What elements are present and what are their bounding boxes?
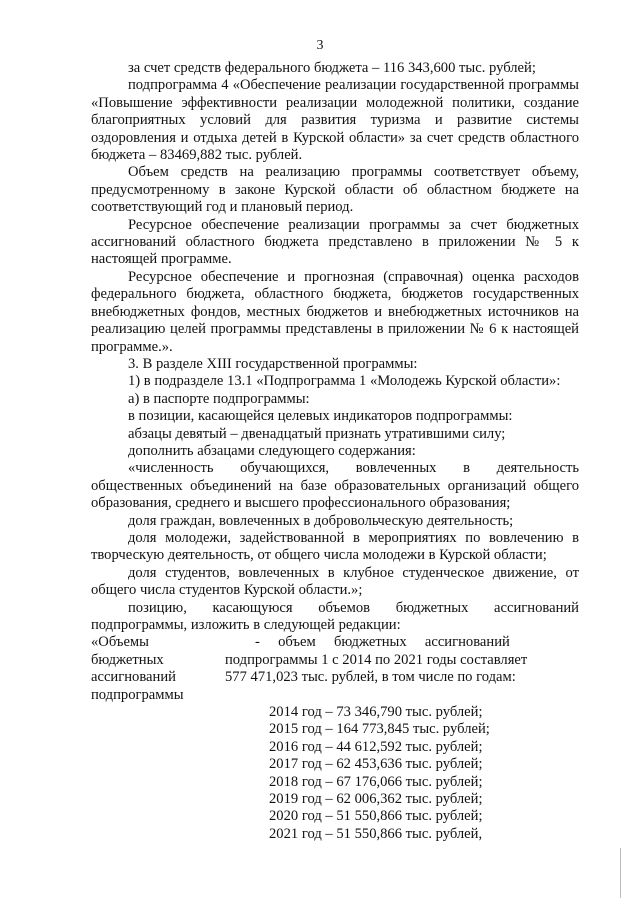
year-line: 2014 год – 73 346,790 тыс. рублей; — [269, 704, 483, 721]
paragraph: подпрограмма 4 «Обеспечение реализации государственной программы «Повышение эффективности реализации молодежной политики, создание благоприятных условий для развития туризма и развитие системы оздоровления и отдыха детей в Курской области» за счет средств областного бюджета – 83469,882 тыс. рублей. — [91, 77, 579, 164]
resources-label-line: «Объемы — [91, 634, 149, 651]
resources-label — [91, 634, 225, 704]
resources-label-line: ассигнований — [91, 669, 176, 686]
year-line: 2021 год – 51 550,866 тыс. рублей, — [269, 825, 483, 842]
paragraph: Ресурсное обеспечение и прогнозная (справочная) оценка расходов федерального бюджета, областного бюджета, бюджетов государственных внебюджетных фондов, местных бюджетов и внебюджетных источников на реализацию целей программы представлены в приложении № 6 к настоящей программе.». — [91, 268, 579, 355]
year-line: 2020 год – 51 550,866 тыс. рублей; — [269, 808, 483, 825]
paragraph: доля молодежи, задействованной в мероприятиях по вовлечению в творческую деятельность, от общего числа молодежи в Курской области; — [91, 529, 579, 564]
year-line: 2015 год – 164 773,845 тыс. рублей; — [269, 721, 490, 738]
paragraph: доля студентов, вовлеченных в клубное студенческое движение, от общего числа студентов Курской области.»; — [91, 564, 579, 599]
paragraph: 3. В разделе XIII государственной программы: — [128, 355, 418, 372]
paragraph: в позиции, касающейся целевых индикаторов подпрограммы: — [128, 408, 513, 425]
scan-edge-mark — [620, 848, 621, 898]
paragraph-list — [91, 60, 579, 634]
paragraph: а) в паспорте подпрограммы: — [128, 390, 310, 407]
resources-label-line: подпрограммы — [91, 686, 184, 703]
paragraph: Ресурсное обеспечение реализации программы за счет бюджетных ассигнований областного бюджета представлено в приложении № 5 к настоящей программе. — [91, 216, 579, 268]
document-body — [91, 60, 579, 843]
year-list — [269, 704, 579, 843]
year-line: 2019 год – 62 006,362 тыс. рублей; — [269, 791, 483, 808]
resources-row — [91, 634, 579, 704]
resources-text-line: подпрограммы 1 с 2014 по 2021 годы составляет — [225, 651, 528, 668]
resources-block — [91, 634, 579, 843]
page-number: 3 — [316, 38, 324, 53]
paragraph: 1) в подразделе 13.1 «Подпрограмма 1 «Молодежь Курской области»: — [128, 373, 561, 390]
year-line: 2017 год – 62 453,636 тыс. рублей; — [269, 756, 483, 773]
paragraph: абзацы девятый – двенадцатый признать утратившими силу; — [128, 425, 506, 442]
paragraph: дополнить абзацами следующего содержания: — [128, 442, 416, 459]
paragraph: «численность обучающихся, вовлеченных в деятельность общественных объединений на базе образовательных организаций общего образования, среднего и высшего профессионального образования; — [91, 460, 579, 512]
resources-label-line: бюджетных — [91, 651, 164, 668]
resources-text-line: 577 471,023 тыс. рублей, в том числе по годам: — [225, 669, 516, 686]
paragraph: позицию, касающуюся объемов бюджетных ассигнований подпрограммы, изложить в следующей редакции: — [91, 599, 579, 633]
year-line: 2016 год – 44 612,592 тыс. рублей; — [269, 738, 483, 755]
paragraph: Объем средств на реализацию программы соответствует объему, предусмотренному в законе Курской области об областном бюджете на соответствующий год и плановый период. — [91, 164, 579, 216]
paragraph: доля граждан, вовлеченных в добровольческую деятельность; — [128, 512, 514, 529]
resources-text-line: - объем бюджетных ассигнований — [255, 634, 510, 651]
paragraph: за счет средств федерального бюджета – 116 343,600 тыс. рублей; — [128, 60, 536, 76]
resources-text — [225, 634, 579, 704]
year-line: 2018 год – 67 176,066 тыс. рублей; — [269, 773, 483, 790]
